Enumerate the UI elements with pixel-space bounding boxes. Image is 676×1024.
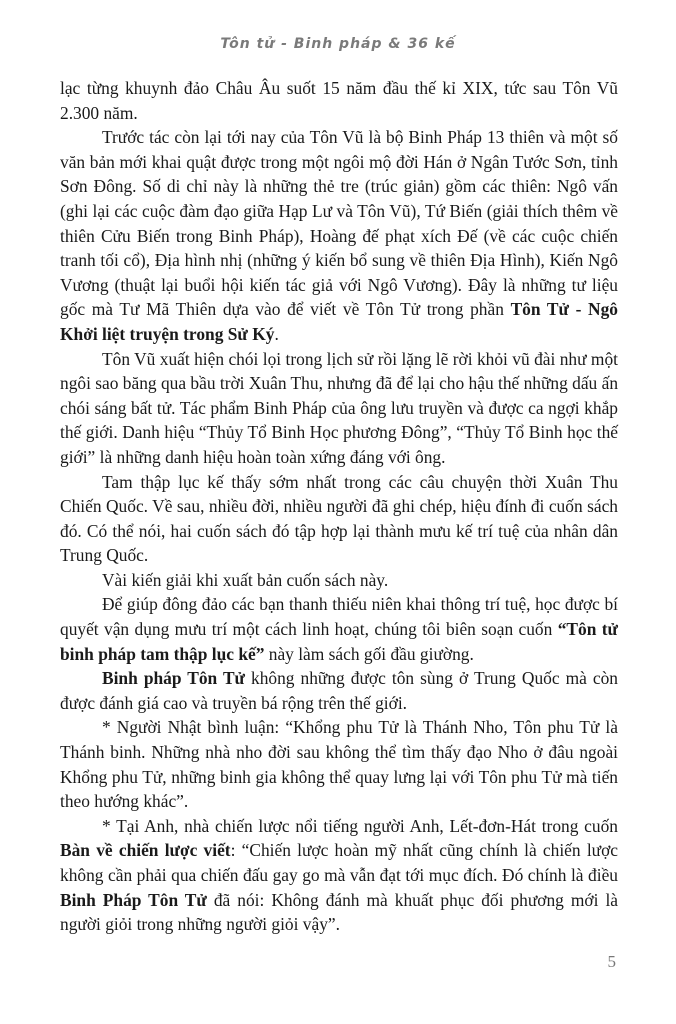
paragraph xyxy=(60,814,618,937)
paragraph: * Người Nhật bình luận: “Khổng phu Tử là Thánh Nho, Tôn phu Tử là Thánh binh. Những nhà nho đời sau không thể tìm thấy đạo Nho ở đâu ngoài Khổng phu Tử, những binh gia không thể quay lưng lại với Tôn phu Tử mà tiến theo hướng khác”. xyxy=(60,717,618,812)
page-number: 5 xyxy=(607,952,616,971)
paragraph xyxy=(60,125,618,346)
bold-text: Tôn Tử - Ngô Khởi liệt truyện trong Sử Ký xyxy=(60,299,618,344)
paragraph: Tôn Vũ xuất hiện chói lọi trong lịch sử rồi lặng lẽ rời khỏi vũ đài như một ngôi sao băng qua bầu trời Xuân Thu, nhưng đã để lại cho hậu thế những dấu ấn chói sáng bất tử. Tác phẩm Binh Pháp của ông lưu truyền và được ca ngợi khắp thế giới. Danh hiệu “Thủy Tổ Binh Học phương Đông”, “Thủy Tổ Binh học thế giới” là những danh hiệu hoàn toàn xứng đáng với ông. xyxy=(60,348,619,467)
paragraph-text: không những được tôn sùng ở Trung Quốc mà còn được đánh giá cao và truyền bá rộng trên thế giới. xyxy=(60,668,618,713)
bold-text: “Tôn tử binh pháp tam thập lục kế” xyxy=(60,619,618,664)
paragraph-text: * Tại Anh, nhà chiến lược nổi tiếng người Anh, Lết-đơn-Hát trong cuốn xyxy=(102,815,618,836)
paragraph: lạc từng khuynh đảo Châu Âu suốt 15 năm đầu thế kỉ XIX, tức sau Tôn Vũ 2.300 năm. xyxy=(60,78,618,123)
paragraph xyxy=(60,592,618,666)
paragraph-text: . xyxy=(274,323,279,344)
paragraph xyxy=(60,666,618,715)
paragraph-text: Để giúp đông đảo các bạn thanh thiếu niên khai thông trí tuệ, học được bí quyết vận dụng mưu trí một cách linh hoạt, chúng tôi biên soạn cuốn xyxy=(60,594,618,640)
bold-text: Binh Pháp Tôn Tử xyxy=(60,889,207,910)
paragraph-text: Trước tác còn lại tới nay của Tôn Vũ là bộ Binh Pháp 13 thiên và một số văn bản mới khai quật được trong một ngôi mộ đời Hán ở Ngân Tước Sơn, tỉnh Sơn Đông. Số di chỉ này là những thẻ tre (trúc giản) gồm các thiên: Ngô vấn (ghi lại các cuộc đàm đạo giữa Hạp Lư và Tôn Vũ), Tứ Biến (giải thích thêm về thiên Cửu Biến trong Binh Pháp), Hoàng đế phạt xích Đế (về các cuộc chiến tranh tối cổ), Địa hình nhị (những ý kiến bổ sung về thiên Địa Hình), Kiến Ngô Vương (thuật lại buổi hội kiến tác giả với Ngô Vương). Đây là những tư liệu gốc mà Tư Mã Thiên dựa vào để viết về Tôn Tử trong phần xyxy=(60,127,618,320)
paragraph: Tam thập lục kế thấy sớm nhất trong các câu chuyện thời Xuân Thu Chiến Quốc. Về sau, nhiều đời, nhiều người đã ghi chép, hiệu đính đi cuốn sách đó. Có thể nói, hai cuốn sách đó tập hợp lại thành mưu kế trí tuệ của nhân dân Trung Quốc. xyxy=(60,471,618,566)
bold-text: Bàn về chiến lược viết xyxy=(60,840,231,861)
running-header: Tôn tử - Binh pháp & 36 kế xyxy=(220,36,456,52)
paragraph-text: : “Chiến lược hoàn mỹ nhất cũng chính là chiến lược không cần phải qua chiến đấu gay go mà vẫn đạt tới mục đích. Đó chính là điều xyxy=(60,840,618,885)
paragraph-text: đã nói: Không đánh mà khuất phục đối phương mới là người giỏi trong những người giỏi vậy”. xyxy=(60,889,618,935)
paragraph: Vài kiến giải khi xuất bản cuốn sách này. xyxy=(102,569,389,590)
paragraph-text: này làm sách gối đầu giường. xyxy=(264,643,474,664)
page-body xyxy=(60,76,618,937)
bold-text: Binh pháp Tôn Tử xyxy=(102,668,245,689)
